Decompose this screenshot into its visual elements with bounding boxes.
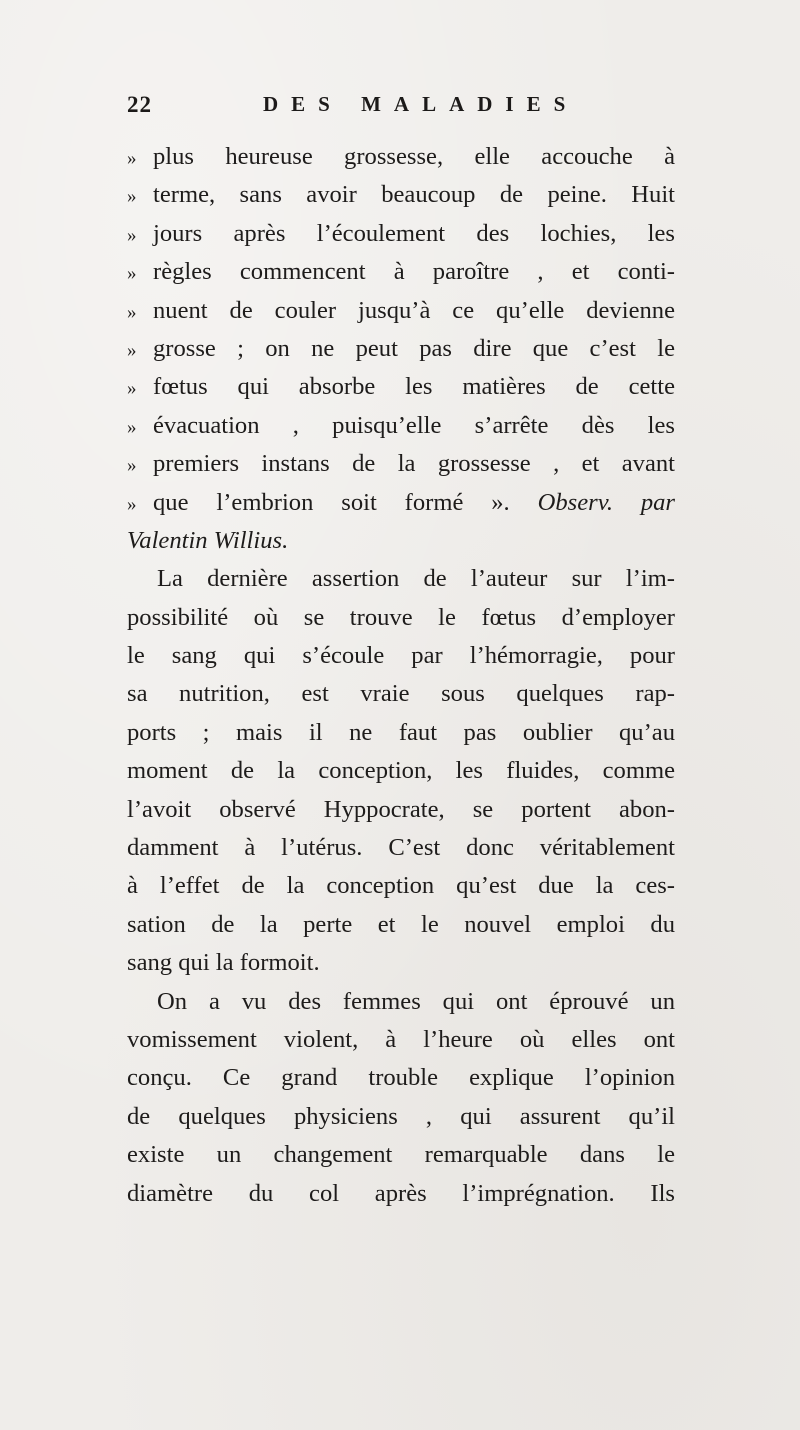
line-text: nuent de couler jusqu’à ce qu’elle devienne: [153, 296, 675, 324]
text-line: [127, 1021, 675, 1059]
text-line: [127, 1136, 675, 1174]
text-line: [127, 906, 675, 944]
running-title: DES MALADIES: [263, 92, 579, 116]
line-text: l’avoit observé Hyppocrate, se portent abon-: [127, 795, 675, 823]
line-text: plus heureuse grossesse, elle accouche à: [153, 143, 675, 170]
text-line: [127, 138, 675, 176]
line-text: à l’effet de la conception qu’est due la ces-: [127, 872, 675, 900]
quote-mark: »: [127, 148, 137, 169]
text-line: [127, 445, 675, 483]
citation-author: Valentin Willius.: [127, 526, 289, 554]
text-line: [127, 176, 675, 214]
text-line: [127, 867, 675, 905]
line-text: sang qui la formoit.: [127, 949, 320, 977]
page-header: [127, 92, 687, 122]
text-line: [127, 675, 675, 713]
text-line: [127, 407, 675, 445]
paragraph-start-line: [127, 560, 675, 598]
quote-mark: »: [127, 455, 137, 477]
text-line: [127, 714, 675, 752]
text-line: [127, 330, 675, 368]
text-line: [127, 637, 675, 675]
quote-mark: »: [127, 186, 137, 208]
text-line: [127, 215, 675, 253]
line-text: On a vu des femmes qui ont éprouvé un: [157, 987, 675, 1015]
quote-mark: »: [127, 416, 137, 438]
line-text: de quelques physiciens , qui assurent qu’il: [127, 1102, 675, 1130]
text-line: [127, 752, 675, 790]
quote-mark: »: [127, 301, 137, 323]
text-line: [127, 599, 675, 637]
text-line: [127, 368, 675, 406]
quote-mark: »: [127, 263, 137, 285]
paragraph-start-line: [127, 983, 675, 1021]
text-line: [127, 1175, 675, 1213]
line-text: La dernière assertion de l’auteur sur l’im-: [157, 565, 675, 593]
citation-observ: Observ. par: [537, 488, 676, 516]
line-text: existe un changement remarquable dans le: [127, 1141, 675, 1169]
text-line: [127, 944, 675, 982]
line-text: évacuation , puisqu’elle s’arrête dès les: [153, 411, 675, 439]
line-text: jours après l’écoulement des lochies, les: [153, 219, 675, 247]
line-text: damment à l’utérus. C’est donc véritablement: [127, 834, 675, 862]
text-line: [127, 522, 675, 560]
body-text: [127, 138, 675, 1213]
quote-mark: »: [127, 493, 137, 515]
line-text: fœtus qui absorbe les matières de cette: [153, 373, 675, 401]
line-text: premiers instans de la grossesse , et avant: [153, 450, 675, 478]
text-line: [127, 1059, 675, 1097]
text-line: [127, 253, 675, 291]
text-line: [127, 292, 675, 330]
text-line: [127, 791, 675, 829]
line-text: conçu. Ce grand trouble explique l’opinion: [127, 1064, 675, 1092]
line-text: que l’embrion soit formé ».: [153, 488, 510, 516]
line-text: vomissement violent, à l’heure où elles ont: [127, 1025, 675, 1053]
text-line: [127, 484, 675, 522]
page-number: 22: [127, 92, 152, 117]
line-text: sa nutrition, est vraie sous quelques rap-: [127, 680, 675, 708]
text-line: [127, 1098, 675, 1136]
quote-mark: »: [127, 378, 137, 400]
line-text: diamètre du col après l’imprégnation. Ils: [127, 1179, 675, 1207]
line-text: grosse ; on ne peut pas dire que c’est le: [153, 334, 675, 362]
line-text: sation de la perte et le nouvel emploi du: [127, 910, 675, 938]
line-text: le sang qui s’écoule par l’hémorragie, pour: [127, 642, 675, 670]
line-text: moment de la conception, les fluides, comme: [127, 757, 675, 785]
line-text: possibilité où se trouve le fœtus d’employer: [127, 603, 675, 631]
line-text: terme, sans avoir beaucoup de peine. Huit: [153, 181, 675, 209]
line-text: ports ; mais il ne faut pas oublier qu’au: [127, 718, 675, 746]
quote-mark: »: [127, 339, 137, 361]
line-text: règles commencent à paroître , et conti-: [153, 258, 675, 286]
text-line: [127, 829, 675, 867]
quote-mark: »: [127, 224, 137, 246]
